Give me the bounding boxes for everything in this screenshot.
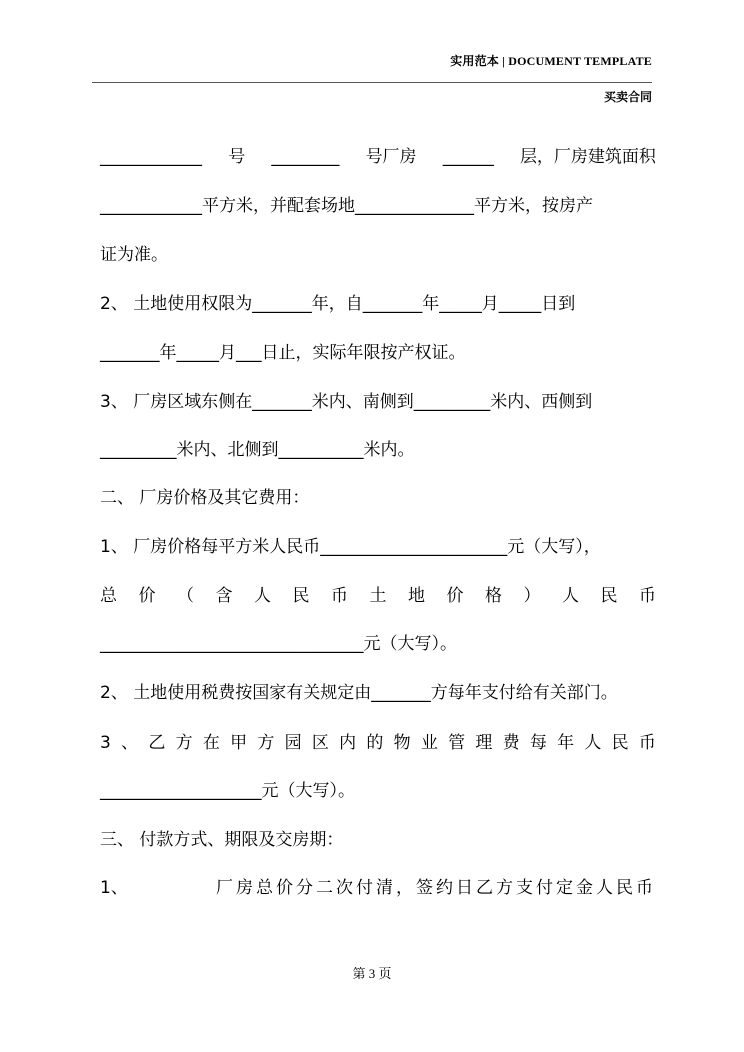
text-char: 、	[121, 733, 139, 753]
body-line-4: 2、 土地使用权限为_______年，自_______年_____月_____日到	[100, 294, 576, 314]
document-header-subtitle: 买卖合同	[603, 90, 652, 104]
document-header-title: 实用范本 | DOCUMENT TEMPLATE	[450, 54, 652, 68]
text-char: 内	[339, 733, 357, 753]
text-char: 土	[369, 586, 387, 606]
body-line-16	[100, 876, 656, 900]
text-char: 民	[611, 733, 629, 753]
section-heading: 二、 厂房价格及其它费用：	[100, 488, 310, 508]
body-line-1	[100, 145, 656, 169]
text-segment: ________	[271, 147, 340, 167]
text-segment: ______	[442, 147, 494, 167]
text-char: 业	[420, 733, 438, 753]
text-char: （	[177, 586, 194, 606]
text-char: 含	[215, 586, 233, 606]
text-char: 费	[502, 733, 520, 753]
text-char: 方	[175, 733, 193, 753]
text-char: 方	[257, 733, 275, 753]
text-char: 格	[485, 586, 502, 606]
body-line-9: 1、 厂房价格每平方米人民币______________________元（大写），	[100, 537, 601, 557]
text-char: 物	[393, 733, 411, 753]
section-heading: 三、 付款方式、期限及交房期：	[100, 830, 344, 850]
text-char: ）	[523, 586, 541, 606]
text-segment: 厂房总价分二次付清，签约日乙方支付定金人民币	[216, 878, 656, 898]
body-line-6: 3、 厂房区域东侧在_______米内、南侧到_________米内、西侧到	[100, 392, 593, 412]
text-segment: 号厂房	[365, 147, 417, 167]
body-line-13	[100, 731, 656, 755]
text-char: 币	[331, 586, 348, 606]
body-line-3: 证为准。	[100, 245, 168, 265]
text-char: 每	[529, 733, 547, 753]
body-line-7: _________米内、北侧到__________米内。	[100, 440, 415, 460]
page-number: 第 3 页	[352, 966, 392, 981]
header-divider	[92, 82, 652, 83]
body-line-11: _______________________________元（大写）。	[100, 634, 457, 654]
text-segment: 号	[228, 147, 246, 167]
text-char: 甲	[230, 733, 248, 753]
body-line-2: ____________平方米，并配套场地______________平方米，按房产	[100, 196, 593, 216]
text-segment: ____________	[100, 147, 202, 167]
text-char: 区	[311, 733, 329, 753]
text-char: 管	[448, 733, 466, 753]
text-char: 的	[366, 733, 384, 753]
text-char: 价	[446, 586, 464, 606]
text-segment: 1、	[100, 878, 128, 898]
body-line-5: _______年_____月___日止，实际年限按产权证。	[100, 343, 466, 363]
text-char: 园	[284, 733, 302, 753]
body-line-14: ___________________元（大写）。	[100, 781, 355, 801]
text-char: 民	[600, 586, 618, 606]
text-char: 乙	[148, 733, 166, 753]
body-line-12: 2、 土地使用税费按国家有关规定由_______方每年支付给有关部门。	[100, 683, 618, 703]
body-line-10	[100, 584, 656, 608]
text-char: 民	[292, 586, 310, 606]
text-char: 地	[408, 586, 425, 606]
text-segment: 层，厂房建筑面积	[519, 147, 656, 167]
text-char: 3	[100, 733, 111, 753]
text-char: 人	[562, 586, 579, 606]
text-char: 人	[584, 733, 602, 753]
text-char: 总	[100, 586, 117, 606]
text-char: 人	[254, 586, 271, 606]
text-char: 年	[557, 733, 575, 753]
text-char: 理	[475, 733, 493, 753]
text-char: 币	[638, 733, 656, 753]
text-char: 价	[138, 586, 156, 606]
text-char: 在	[202, 733, 220, 753]
text-char: 币	[639, 586, 656, 606]
